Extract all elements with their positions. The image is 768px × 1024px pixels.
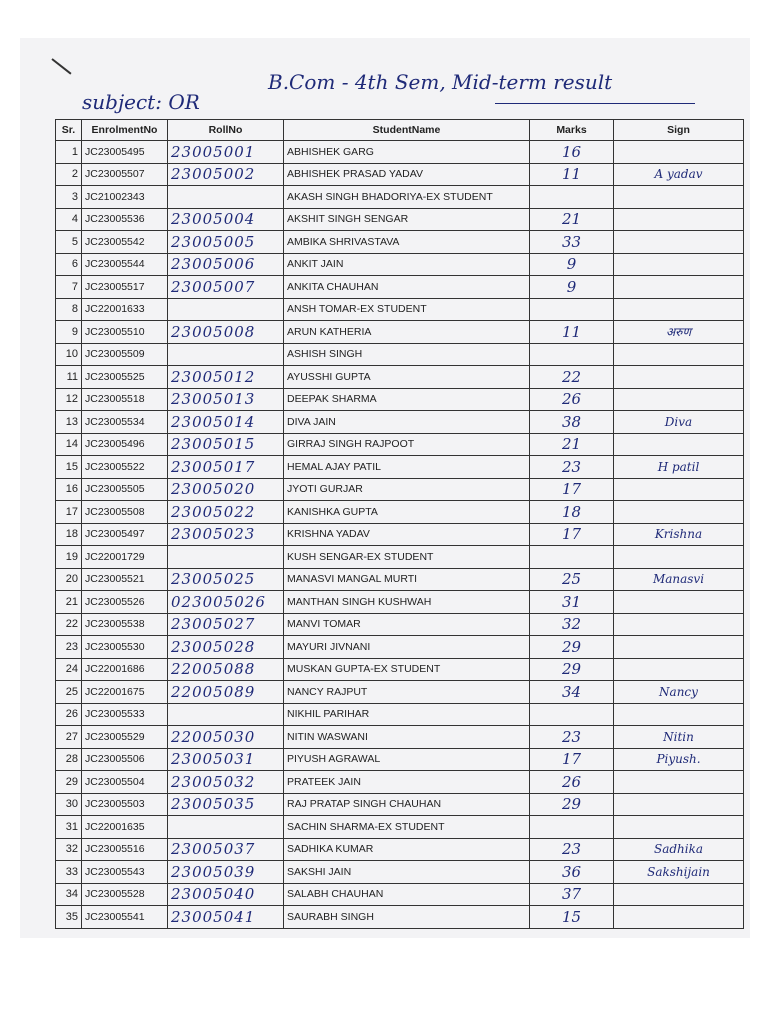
marks-cell: 25	[530, 568, 614, 591]
rollno-cell: 23005031	[168, 748, 284, 771]
sr-cell: 3	[56, 186, 82, 209]
rollno-cell: 23005040	[168, 883, 284, 906]
signature-cell	[614, 208, 744, 231]
signature-cell: H patil	[614, 456, 744, 479]
signature-cell	[614, 501, 744, 524]
marks-cell	[530, 546, 614, 569]
table-row	[56, 253, 744, 276]
enrolment-cell: JC23005534	[82, 411, 168, 434]
signature-cell: Manasvi	[614, 568, 744, 591]
marks-cell: 11	[530, 321, 614, 344]
table-row	[56, 276, 744, 299]
table-row	[56, 141, 744, 164]
enrolment-cell: JC23005509	[82, 343, 168, 366]
sr-cell: 31	[56, 816, 82, 839]
rollno-cell: 23005002	[168, 163, 284, 186]
marks-cell: 21	[530, 208, 614, 231]
enrolment-cell: JC22001635	[82, 816, 168, 839]
signature-cell	[614, 253, 744, 276]
signature-cell	[614, 816, 744, 839]
marks-cell	[530, 343, 614, 366]
student-name-cell: HEMAL AJAY PATIL	[284, 456, 530, 479]
enrolment-cell: JC23005522	[82, 456, 168, 479]
rollno-cell: 23005037	[168, 838, 284, 861]
student-name-cell: PRATEEK JAIN	[284, 771, 530, 794]
student-name-cell: PIYUSH AGRAWAL	[284, 748, 530, 771]
student-name-cell: AKSHIT SINGH SENGAR	[284, 208, 530, 231]
rollno-cell: 23005014	[168, 411, 284, 434]
sr-cell: 35	[56, 906, 82, 929]
table-row	[56, 658, 744, 681]
signature-cell	[614, 141, 744, 164]
sr-cell: 11	[56, 366, 82, 389]
student-name-cell: SADHIKA KUMAR	[284, 838, 530, 861]
student-name-cell: DEEPAK SHARMA	[284, 388, 530, 411]
signature-cell: अरुण	[614, 321, 744, 344]
signature-cell	[614, 343, 744, 366]
sr-cell: 27	[56, 726, 82, 749]
marks-cell: 34	[530, 681, 614, 704]
enrolment-cell: JC23005504	[82, 771, 168, 794]
marks-cell: 32	[530, 613, 614, 636]
sr-cell: 33	[56, 861, 82, 884]
student-name-cell: MUSKAN GUPTA-EX STUDENT	[284, 658, 530, 681]
student-name-cell: ASHISH SINGH	[284, 343, 530, 366]
table-row	[56, 883, 744, 906]
sr-cell: 29	[56, 771, 82, 794]
student-name-cell: NANCY RAJPUT	[284, 681, 530, 704]
sr-cell: 12	[56, 388, 82, 411]
signature-cell	[614, 546, 744, 569]
rollno-cell: 23005032	[168, 771, 284, 794]
marks-cell: 37	[530, 883, 614, 906]
sr-cell: 25	[56, 681, 82, 704]
signature-cell	[614, 298, 744, 321]
sr-cell: 23	[56, 636, 82, 659]
enrolment-cell: JC23005508	[82, 501, 168, 524]
marks-cell: 23	[530, 726, 614, 749]
rollno-cell: 23005012	[168, 366, 284, 389]
signature-cell	[614, 231, 744, 254]
marks-cell: 29	[530, 658, 614, 681]
enrolment-cell: JC23005543	[82, 861, 168, 884]
student-name-cell: ABHISHEK PRASAD YADAV	[284, 163, 530, 186]
enrolment-cell: JC23005529	[82, 726, 168, 749]
student-name-cell: MANVI TOMAR	[284, 613, 530, 636]
enrolment-cell: JC23005518	[82, 388, 168, 411]
student-name-cell: JYOTI GURJAR	[284, 478, 530, 501]
rollno-cell: 23005004	[168, 208, 284, 231]
student-name-cell: ABHISHEK GARG	[284, 141, 530, 164]
enrolment-cell: JC23005521	[82, 568, 168, 591]
signature-cell	[614, 186, 744, 209]
table-row	[56, 681, 744, 704]
sr-cell: 6	[56, 253, 82, 276]
table-row	[56, 433, 744, 456]
col-header-student-name: StudentName	[284, 120, 530, 141]
table-row	[56, 208, 744, 231]
marks-cell: 11	[530, 163, 614, 186]
sr-cell: 24	[56, 658, 82, 681]
sheet-title: B.Com - 4th Sem, Mid-term result	[268, 70, 613, 94]
signature-cell: Nitin	[614, 726, 744, 749]
student-name-cell: MAYURI JIVNANI	[284, 636, 530, 659]
rollno-cell	[168, 703, 284, 726]
student-name-cell: ANSH TOMAR-EX STUDENT	[284, 298, 530, 321]
enrolment-cell: JC23005505	[82, 478, 168, 501]
marks-cell: 26	[530, 771, 614, 794]
signature-cell	[614, 636, 744, 659]
enrolment-cell: JC23005533	[82, 703, 168, 726]
sr-cell: 7	[56, 276, 82, 299]
rollno-cell: 023005026	[168, 591, 284, 614]
enrolment-cell: JC22001675	[82, 681, 168, 704]
sr-cell: 13	[56, 411, 82, 434]
col-header-rollno: RollNo	[168, 120, 284, 141]
col-header-sr: Sr.	[56, 120, 82, 141]
student-name-cell: KUSH SENGAR-EX STUDENT	[284, 546, 530, 569]
sr-cell: 32	[56, 838, 82, 861]
signature-cell: A yadav	[614, 163, 744, 186]
col-header-sign: Sign	[614, 120, 744, 141]
sr-cell: 22	[56, 613, 82, 636]
table-row	[56, 186, 744, 209]
student-name-cell: DIVA JAIN	[284, 411, 530, 434]
student-name-cell: AMBIKA SHRIVASTAVA	[284, 231, 530, 254]
marks-cell: 16	[530, 141, 614, 164]
signature-cell: Nancy	[614, 681, 744, 704]
rollno-cell: 23005039	[168, 861, 284, 884]
sr-cell: 2	[56, 163, 82, 186]
enrolment-cell: JC22001686	[82, 658, 168, 681]
table-row	[56, 861, 744, 884]
student-name-cell: SALABH CHAUHAN	[284, 883, 530, 906]
table-row	[56, 546, 744, 569]
table-row	[56, 906, 744, 929]
table-header-row	[56, 120, 744, 141]
enrolment-cell: JC23005530	[82, 636, 168, 659]
rollno-cell: 23005035	[168, 793, 284, 816]
sr-cell: 14	[56, 433, 82, 456]
enrolment-cell: JC21002343	[82, 186, 168, 209]
signature-cell	[614, 771, 744, 794]
signature-cell	[614, 883, 744, 906]
rollno-cell: 23005017	[168, 456, 284, 479]
table-row	[56, 501, 744, 524]
table-row	[56, 771, 744, 794]
sr-cell: 17	[56, 501, 82, 524]
rollno-cell: 23005015	[168, 433, 284, 456]
signature-cell: Sakshijain	[614, 861, 744, 884]
enrolment-cell: JC23005510	[82, 321, 168, 344]
table-row	[56, 456, 744, 479]
student-name-cell: SAKSHI JAIN	[284, 861, 530, 884]
enrolment-cell: JC23005528	[82, 883, 168, 906]
table-row	[56, 411, 744, 434]
student-name-cell: KANISHKA GUPTA	[284, 501, 530, 524]
marks-cell	[530, 703, 614, 726]
marks-cell: 38	[530, 411, 614, 434]
rollno-cell: 23005013	[168, 388, 284, 411]
enrolment-cell: JC23005525	[82, 366, 168, 389]
signature-cell	[614, 703, 744, 726]
sr-cell: 26	[56, 703, 82, 726]
signature-cell	[614, 388, 744, 411]
rollno-cell: 23005005	[168, 231, 284, 254]
student-name-cell: MANTHAN SINGH KUSHWAH	[284, 591, 530, 614]
table-row	[56, 523, 744, 546]
enrolment-cell: JC22001729	[82, 546, 168, 569]
table-row	[56, 343, 744, 366]
student-name-cell: NIKHIL PARIHAR	[284, 703, 530, 726]
marks-cell: 31	[530, 591, 614, 614]
signature-cell: Diva	[614, 411, 744, 434]
rollno-cell: 23005006	[168, 253, 284, 276]
sr-cell: 4	[56, 208, 82, 231]
student-name-cell: MANASVI MANGAL MURTI	[284, 568, 530, 591]
student-name-cell: ANKITA CHAUHAN	[284, 276, 530, 299]
sr-cell: 5	[56, 231, 82, 254]
enrolment-cell: JC23005538	[82, 613, 168, 636]
sr-cell: 34	[56, 883, 82, 906]
signature-cell	[614, 658, 744, 681]
table-row	[56, 613, 744, 636]
table-row	[56, 366, 744, 389]
rollno-cell: 23005020	[168, 478, 284, 501]
sr-cell: 18	[56, 523, 82, 546]
marks-cell: 33	[530, 231, 614, 254]
signature-cell: Piyush.	[614, 748, 744, 771]
enrolment-cell: JC23005497	[82, 523, 168, 546]
student-name-cell: RAJ PRATAP SINGH CHAUHAN	[284, 793, 530, 816]
marks-cell	[530, 816, 614, 839]
enrolment-cell: JC23005526	[82, 591, 168, 614]
rollno-cell: 22005088	[168, 658, 284, 681]
enrolment-cell: JC23005503	[82, 793, 168, 816]
marks-cell	[530, 186, 614, 209]
table-row	[56, 726, 744, 749]
result-table	[55, 119, 744, 929]
enrolment-cell: JC23005541	[82, 906, 168, 929]
marks-cell: 29	[530, 636, 614, 659]
marks-cell: 26	[530, 388, 614, 411]
student-name-cell: KRISHNA YADAV	[284, 523, 530, 546]
student-name-cell: SACHIN SHARMA-EX STUDENT	[284, 816, 530, 839]
signature-cell	[614, 366, 744, 389]
signature-cell	[614, 478, 744, 501]
rollno-cell	[168, 816, 284, 839]
marks-cell: 21	[530, 433, 614, 456]
table-row	[56, 816, 744, 839]
sr-cell: 30	[56, 793, 82, 816]
student-name-cell: NITIN WASWANI	[284, 726, 530, 749]
student-name-cell: AYUSSHI GUPTA	[284, 366, 530, 389]
marks-cell: 36	[530, 861, 614, 884]
marks-cell: 22	[530, 366, 614, 389]
enrolment-cell: JC23005516	[82, 838, 168, 861]
marks-cell	[530, 298, 614, 321]
rollno-cell: 22005030	[168, 726, 284, 749]
rollno-cell: 23005007	[168, 276, 284, 299]
col-header-enrolment: EnrolmentNo	[82, 120, 168, 141]
marks-cell: 23	[530, 838, 614, 861]
enrolment-cell: JC23005517	[82, 276, 168, 299]
table-row	[56, 591, 744, 614]
title-underline	[495, 103, 695, 104]
signature-cell	[614, 276, 744, 299]
marks-cell: 17	[530, 523, 614, 546]
rollno-cell	[168, 546, 284, 569]
table-body	[56, 141, 744, 929]
marks-cell: 9	[530, 276, 614, 299]
sr-cell: 16	[56, 478, 82, 501]
signature-cell	[614, 906, 744, 929]
sr-cell: 19	[56, 546, 82, 569]
enrolment-cell: JC23005495	[82, 141, 168, 164]
marks-cell: 23	[530, 456, 614, 479]
sr-cell: 21	[56, 591, 82, 614]
signature-cell: Sadhika	[614, 838, 744, 861]
table-row	[56, 703, 744, 726]
enrolment-cell: JC23005507	[82, 163, 168, 186]
sr-cell: 1	[56, 141, 82, 164]
sr-cell: 20	[56, 568, 82, 591]
student-name-cell: SAURABH SINGH	[284, 906, 530, 929]
rollno-cell: 23005022	[168, 501, 284, 524]
rollno-cell: 23005025	[168, 568, 284, 591]
marks-cell: 9	[530, 253, 614, 276]
rollno-cell	[168, 343, 284, 366]
marks-cell: 15	[530, 906, 614, 929]
table-row	[56, 838, 744, 861]
rollno-cell: 23005027	[168, 613, 284, 636]
signature-cell: Krishna	[614, 523, 744, 546]
rollno-cell: 23005001	[168, 141, 284, 164]
enrolment-cell: JC23005544	[82, 253, 168, 276]
student-name-cell: ARUN KATHERIA	[284, 321, 530, 344]
col-header-marks: Marks	[530, 120, 614, 141]
sr-cell: 28	[56, 748, 82, 771]
sr-cell: 15	[56, 456, 82, 479]
table-row	[56, 636, 744, 659]
student-name-cell: AKASH SINGH BHADORIYA-EX STUDENT	[284, 186, 530, 209]
marks-cell: 18	[530, 501, 614, 524]
table-row	[56, 321, 744, 344]
sr-cell: 9	[56, 321, 82, 344]
table-row	[56, 568, 744, 591]
student-name-cell: GIRRAJ SINGH RAJPOOT	[284, 433, 530, 456]
rollno-cell: 23005008	[168, 321, 284, 344]
enrolment-cell: JC23005496	[82, 433, 168, 456]
table-row	[56, 748, 744, 771]
enrolment-cell: JC23005506	[82, 748, 168, 771]
table-row	[56, 231, 744, 254]
enrolment-cell: JC23005536	[82, 208, 168, 231]
rollno-cell: 22005089	[168, 681, 284, 704]
signature-cell	[614, 613, 744, 636]
rollno-cell: 23005041	[168, 906, 284, 929]
rollno-cell	[168, 298, 284, 321]
sr-cell: 10	[56, 343, 82, 366]
enrolment-cell: JC23005542	[82, 231, 168, 254]
marks-cell: 17	[530, 478, 614, 501]
student-name-cell: ANKIT JAIN	[284, 253, 530, 276]
table-row	[56, 298, 744, 321]
signature-cell	[614, 433, 744, 456]
signature-cell	[614, 591, 744, 614]
subject-label: subject: OR	[82, 90, 200, 114]
rollno-cell: 23005028	[168, 636, 284, 659]
rollno-cell: 23005023	[168, 523, 284, 546]
enrolment-cell: JC22001633	[82, 298, 168, 321]
marks-cell: 29	[530, 793, 614, 816]
table-row	[56, 478, 744, 501]
table-row	[56, 163, 744, 186]
table-row	[56, 388, 744, 411]
table-row	[56, 793, 744, 816]
marks-cell: 17	[530, 748, 614, 771]
signature-cell	[614, 793, 744, 816]
rollno-cell	[168, 186, 284, 209]
sr-cell: 8	[56, 298, 82, 321]
